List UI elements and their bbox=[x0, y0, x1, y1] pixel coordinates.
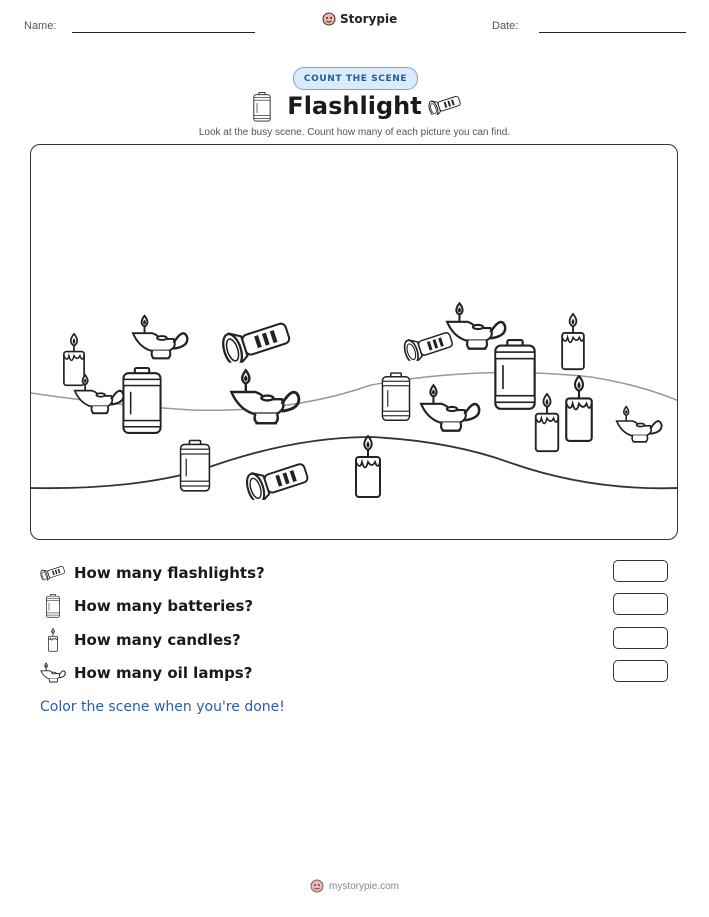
name-line[interactable] bbox=[72, 32, 255, 33]
brand-name: Storypie bbox=[340, 12, 398, 26]
candle-icon bbox=[557, 313, 589, 371]
battery-icon bbox=[40, 594, 66, 618]
candle-icon bbox=[561, 375, 597, 443]
flashlight-icon bbox=[40, 561, 66, 585]
battery-icon bbox=[381, 371, 411, 423]
oil-lamp-icon bbox=[131, 313, 189, 363]
battery-icon bbox=[179, 439, 211, 493]
storypie-mascot-icon bbox=[310, 879, 324, 893]
instructions: Look at the busy scene. Count how many of each picture you can find. bbox=[198, 127, 511, 138]
flashlight-icon bbox=[221, 317, 293, 367]
date-line[interactable] bbox=[539, 32, 686, 33]
oil-lamp-icon bbox=[615, 403, 663, 447]
brand-logo bbox=[322, 12, 397, 26]
busy-scene bbox=[30, 144, 678, 540]
battery-icon bbox=[493, 339, 537, 411]
question-oil-lamps bbox=[40, 661, 252, 685]
battery-icon bbox=[121, 367, 163, 435]
answer-box-batteries[interactable] bbox=[613, 593, 668, 615]
footer bbox=[0, 879, 709, 893]
answer-box-oil-lamps[interactable] bbox=[613, 660, 668, 682]
answer-box-flashlights[interactable] bbox=[613, 560, 668, 582]
candle-icon bbox=[351, 435, 385, 499]
storypie-mascot-icon bbox=[322, 12, 336, 26]
question-text: How many batteries? bbox=[74, 597, 254, 615]
question-flashlights bbox=[40, 561, 265, 585]
oil-lamp-icon bbox=[419, 379, 481, 439]
flashlight-icon bbox=[403, 327, 455, 365]
name-label: Name: bbox=[24, 20, 57, 32]
flashlight-icon bbox=[428, 92, 462, 118]
question-text: How many candles? bbox=[74, 631, 241, 649]
count-the-scene-badge: COUNT THE SCENE bbox=[293, 67, 418, 90]
candle-icon bbox=[40, 628, 66, 652]
flashlight-icon bbox=[245, 457, 311, 505]
oil-lamp-icon bbox=[73, 371, 125, 419]
question-candles bbox=[40, 628, 241, 652]
date-label: Date: bbox=[492, 20, 519, 32]
oil-lamp-icon bbox=[229, 367, 301, 429]
question-text: How many flashlights? bbox=[74, 564, 265, 582]
question-batteries bbox=[40, 594, 253, 618]
question-text: How many oil lamps? bbox=[74, 664, 253, 682]
color-instruction: Color the scene when you're done! bbox=[40, 699, 285, 715]
answer-box-candles[interactable] bbox=[613, 627, 668, 649]
footer-url[interactable]: mystorypie.com bbox=[328, 880, 399, 892]
page-title: Flashlight bbox=[287, 92, 422, 120]
oil-lamp-icon bbox=[40, 661, 66, 685]
